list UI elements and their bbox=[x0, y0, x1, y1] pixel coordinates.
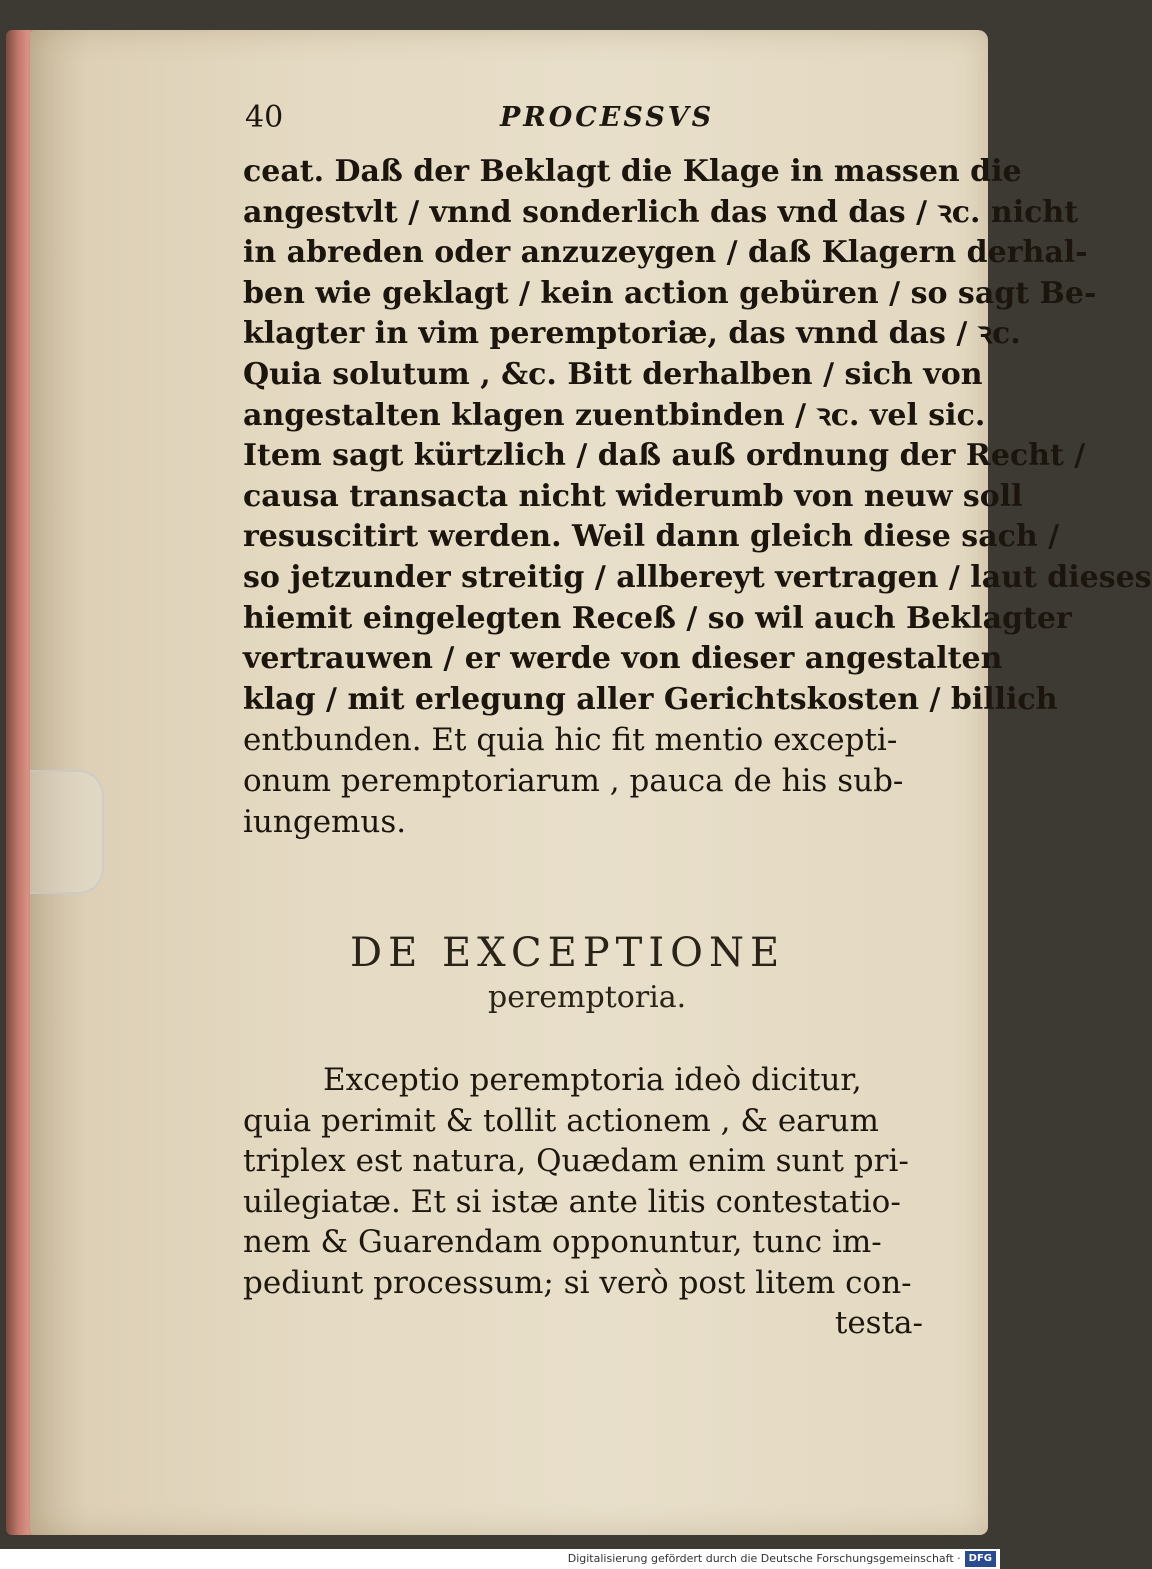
text-line: klagter in vim peremptoriæ, das vnnd das / ꝛc. bbox=[243, 316, 1021, 352]
text-line: in abreden oder anzuzeygen / daß Klagern derhal- bbox=[243, 235, 1088, 271]
text-line: ceat. Daß der Beklagt die Klage in massen die bbox=[243, 154, 1022, 189]
text-line: ben wie geklagt / kein action gebüren / so sagt Be- bbox=[243, 275, 1097, 311]
text-line: onum peremptoriarum , pauca de his sub- bbox=[243, 762, 904, 799]
text-line: triplex est natura, Quædam enim sunt pri- bbox=[243, 1143, 909, 1179]
text-line: pediunt processum; si verò post litem con- bbox=[243, 1264, 912, 1301]
running-title: PROCESSVS bbox=[500, 102, 715, 133]
latin-text-block bbox=[243, 1060, 923, 1344]
text-line: hiemit eingelegten Receß / so wil auch Beklagter bbox=[243, 600, 1072, 636]
text-line: entbunden. Et quia hic fit mentio excepti- bbox=[243, 722, 898, 759]
fraktur-text-block bbox=[243, 152, 1152, 842]
running-head bbox=[245, 100, 725, 140]
text-line: klag / mit erlegung aller Gerichtskosten / billich bbox=[243, 681, 1058, 717]
footer-bar bbox=[0, 1549, 1000, 1569]
text-line: quia perimit & tollit actionem , & earum bbox=[243, 1102, 879, 1139]
catchword: testa- bbox=[834, 1305, 923, 1341]
text-line: so jetzunder streitig / allbereyt vertragen / laut dieses bbox=[243, 559, 1152, 595]
text-line: Exceptio peremptoria ideò dicitur, bbox=[323, 1062, 862, 1098]
page-number: 40 bbox=[245, 100, 284, 135]
section-heading: DE EXCEPTIONE bbox=[350, 930, 786, 976]
page-clip bbox=[30, 770, 104, 894]
footer-text: Digitalisierung gefördert durch die Deutsche Forschungsgemeinschaft · bbox=[567, 1552, 961, 1565]
dfg-logo-icon: DFG bbox=[965, 1551, 996, 1567]
text-line: iungemus. bbox=[243, 803, 407, 840]
text-line: Quia solutum , &c. Bitt derhalben / sich von bbox=[243, 356, 983, 392]
text-line: Item sagt kürtzlich / daß auß ordnung der Recht / bbox=[243, 438, 1086, 474]
text-line: nem & Guarendam opponuntur, tunc im- bbox=[243, 1224, 882, 1260]
text-line: uilegiatæ. Et si istæ ante litis contestatio- bbox=[243, 1183, 901, 1220]
section-subheading: peremptoria. bbox=[488, 980, 687, 1015]
text-line: vertrauwen / er werde von dieser angestalten bbox=[243, 641, 1003, 677]
text-line: angestvlt / vnnd sonderlich das vnd das / ꝛc. nicht bbox=[243, 194, 1079, 230]
text-line: resuscitirt werden. Weil dann gleich diese sach / bbox=[243, 519, 1060, 555]
text-line: angestalten klagen zuentbinden / ꝛc. vel sic. bbox=[243, 397, 986, 433]
text-line: causa transacta nicht widerumb von neuw soll bbox=[243, 478, 1023, 514]
